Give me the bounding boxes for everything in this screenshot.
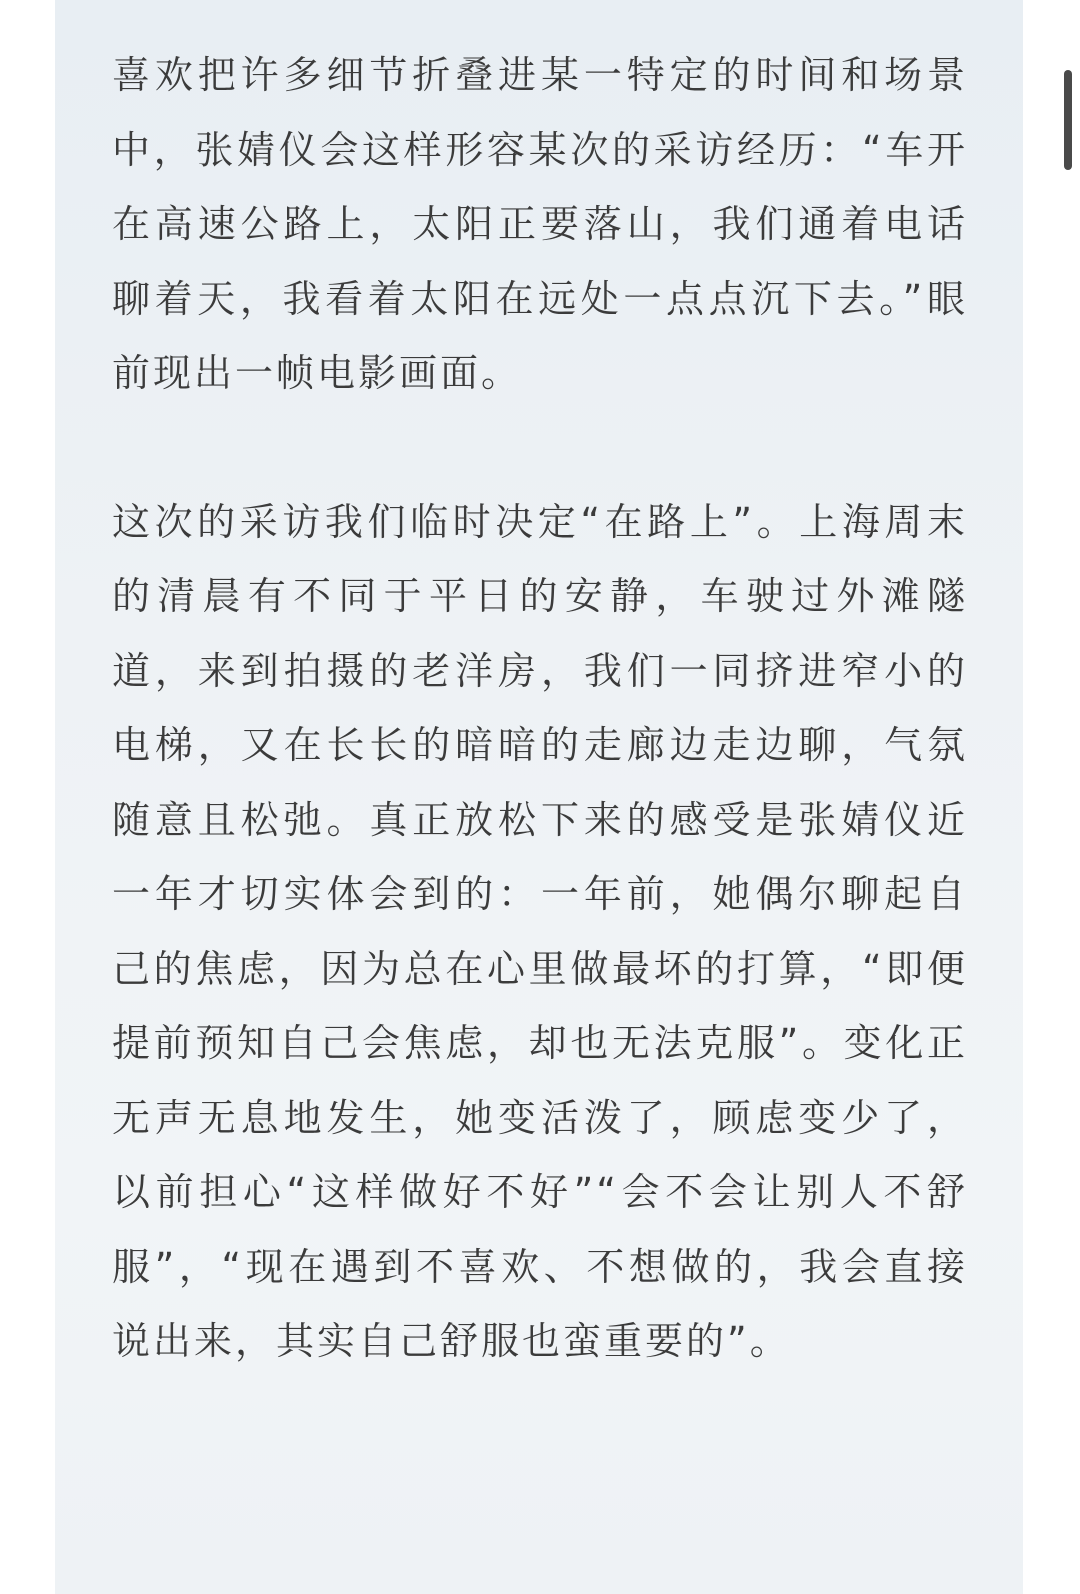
scrollbar-thumb[interactable] [1064,70,1072,170]
article-paragraph-2: 这次的采访我们临时决定“在路上”。上海周末的清晨有不同于平日的安静，车驶过外滩隧道，来到拍摄的老洋房，我们一同挤进窄小的电梯，又在长长的暗暗的走廊边走边聊，气氛随意且松弛。真正放松下来的感受是张婧仪近一年才切实体会到的：一年前，她偶尔聊起自己的焦虑，因为总在心里做最坏的打算，“即便提前预知自己会焦虑，却也无法克服”。变化正无声无息地发生，她变活泼了，顾虑变少了，以前担心“这样做好不好”“会不会让别人不舒服”，“现在遇到不喜欢、不想做的，我会直接说出来，其实自己舒服也蛮重要的”。 [112,499,968,1363]
article-body [112,38,968,1379]
article-panel [55,0,1023,1594]
article-paragraph-1: 喜欢把许多细节折叠进某一特定的时间和场景中，张婧仪会这样形容某次的采访经历：“车开在高速公路上，太阳正要落山，我们通着电话聊着天，我看着太阳在远处一点点沉下去。”眼前现出一帧电影画面。 [112,53,968,395]
